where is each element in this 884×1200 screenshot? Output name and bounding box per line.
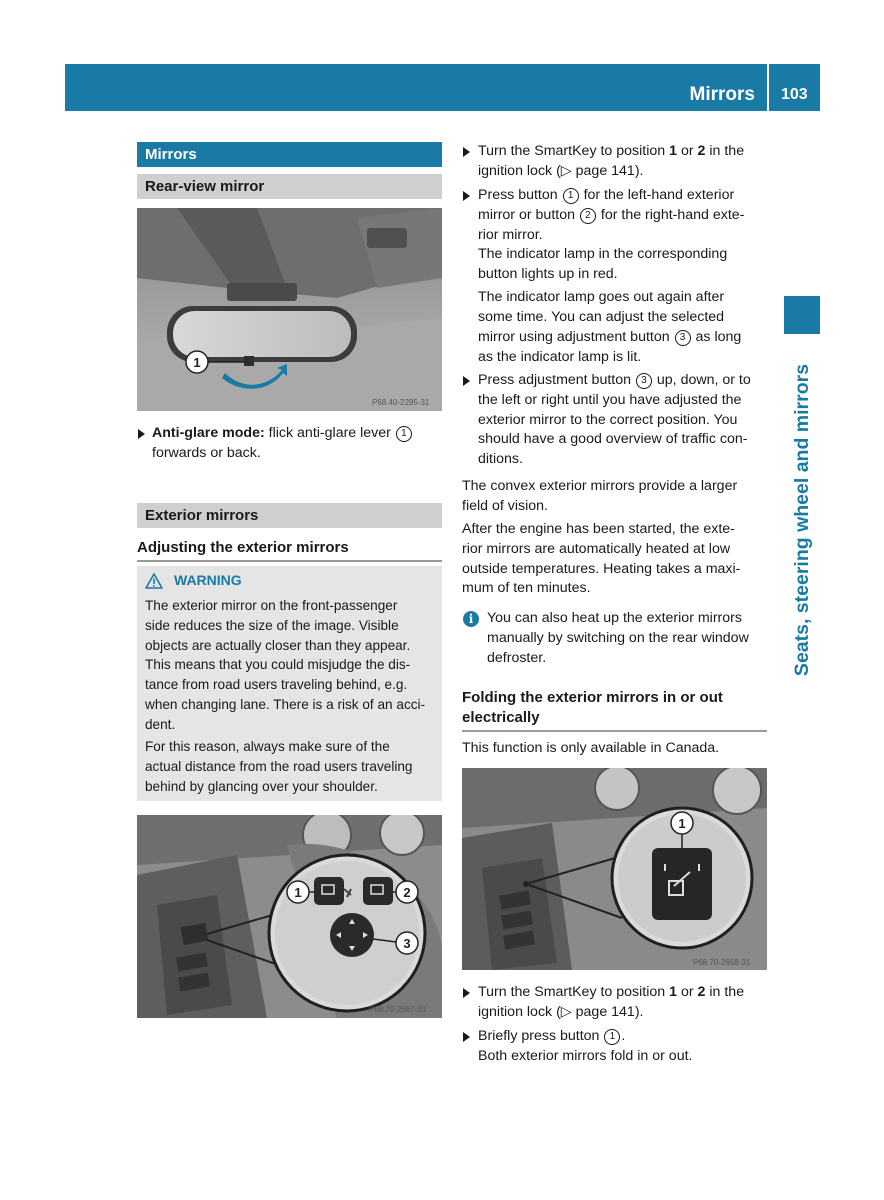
step-smartkey: Turn the SmartKey to position 1 or 2 in the ignition lock (▷ page 141).: [478, 143, 745, 179]
photo3-caption: P68.70-2668-31: [693, 958, 751, 967]
step-arrow-icon: [463, 1032, 470, 1042]
step-arrow-icon: [463, 191, 470, 201]
header-title: Mirrors: [689, 84, 755, 105]
info-icon: i: [463, 611, 479, 627]
heading-rule: [137, 560, 442, 562]
photo2-caption: P68.70-2667-31: [369, 1005, 427, 1014]
page-number: 103: [781, 86, 808, 103]
heading-adjusting: Adjusting the exterior mirrors: [137, 539, 349, 556]
heading-rule: [462, 730, 767, 732]
callout-1: 1: [193, 355, 201, 370]
canada-note: This function is only available in Canada.: [462, 740, 720, 756]
warning-triangle-icon: [145, 573, 163, 589]
step-arrow-icon: [463, 988, 470, 998]
fold-mirrors-button-photo: [462, 768, 767, 970]
section-title-mirrors: Mirrors: [137, 142, 442, 167]
photo1-caption: P68.40-2295-31: [372, 398, 430, 407]
mirror-adjust-buttons-photo: [137, 815, 442, 1018]
warning-paragraph-2: For this reason, always make sure of the actual distance from the road users traveling behind by glancing over your shoulder.: [145, 739, 413, 794]
side-tab-label: Seats, steering wheel and mirrors: [791, 363, 813, 677]
callout-1: 1: [678, 816, 686, 831]
page-header: [65, 64, 820, 111]
info-note: You can also heat up the exterior mirrors manually by switching on the rear window defroster.: [487, 610, 749, 666]
step-fold: Briefly press button 1 . Both exterior mirrors fold in or out.: [478, 1028, 693, 1064]
rear-view-mirror-photo: [137, 208, 442, 411]
warning-paragraph-1: The exterior mirror on the front-passenger side reduces the size of the image. Visible objects are actually closer than they appear. This means that you could misjudge the dis- tance from road users traveling behind, e.g. when changing lane. There is a risk of an acci- dent.: [145, 598, 426, 732]
heading-rear-view-mirror: Rear-view mirror: [137, 174, 442, 199]
step-arrow-icon: [463, 376, 470, 386]
heading-folding: Folding the exterior mirrors in or out electrically: [462, 689, 723, 726]
heated-paragraph: After the engine has been started, the exte- rior mirrors are automatically heated at low outside temperatures. Heating takes a maxi- mum of ten minutes.: [462, 521, 741, 597]
callout-2: 2: [403, 885, 411, 900]
callout-3: 3: [403, 936, 411, 951]
convex-paragraph: The convex exterior mirrors provide a larger field of vision.: [462, 478, 738, 514]
step-arrow-icon: [463, 147, 470, 157]
step-press-button: Press button 1 for the left-hand exterior mirror or button 2 for the right-hand exte- rior mirror. The indicator lamp in the corresponding button lights up in red. The indicator lamp goes out again after some time. You can adjust the selected mirror using adjustment button 3 as long as the indicator lamp is lit.: [478, 187, 745, 365]
callout-1: 1: [294, 885, 302, 900]
heading-exterior-mirrors: Exterior mirrors: [137, 503, 442, 528]
step-arrow-icon: [138, 429, 145, 439]
antiglare-step: Anti-glare mode: flick anti-glare lever 1 forwards or back.: [152, 424, 444, 464]
warning-title: WARNING: [174, 572, 242, 588]
step-smartkey-2: Turn the SmartKey to position 1 or 2 in the ignition lock (▷ page 141).: [478, 984, 745, 1020]
header-divider: [767, 64, 769, 111]
step-adjustment: Press adjustment button 3 up, down, or to the left or right until you have adjusted the exterior mirror to the correct position. You should have a good overview of traffic con- ditions.: [478, 372, 751, 468]
callout-1-inline: 1: [396, 426, 412, 442]
